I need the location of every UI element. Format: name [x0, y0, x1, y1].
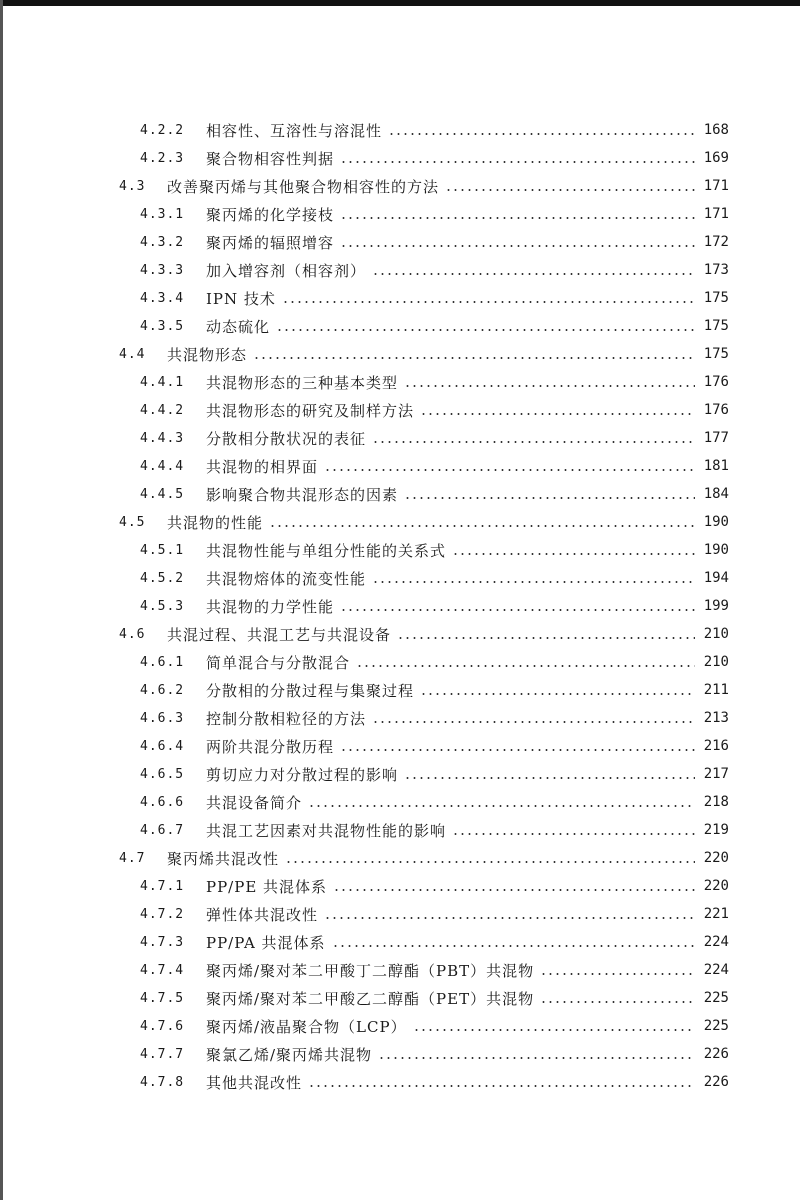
- toc-dot-leader: [285, 861, 695, 863]
- toc-subsection-entry[interactable]: [0, 312, 800, 340]
- toc-dot-leader: [340, 609, 695, 611]
- toc-dot-leader: [388, 133, 695, 135]
- toc-entry-page-number: 220: [703, 878, 729, 894]
- toc-dot-leader: [332, 945, 695, 947]
- toc-entry-number: 4.5.3: [140, 598, 185, 614]
- toc-entry-title: 共混物的力学性能: [206, 597, 335, 616]
- toc-entry-page-number: 225: [703, 1018, 729, 1034]
- toc-dot-leader: [452, 553, 695, 555]
- toc-entry-page-number: 219: [703, 822, 729, 838]
- toc-entry-number: 4.7: [119, 850, 146, 866]
- toc-entry-number: 4.6.6: [140, 794, 185, 810]
- toc-entry-page-number: 184: [703, 486, 729, 502]
- toc-dot-leader: [333, 889, 695, 891]
- toc-entry-title: 分散相分散状况的表征: [206, 429, 367, 448]
- toc-entry-title: 共混物形态的三种基本类型: [206, 373, 399, 392]
- toc-entry-number: 4.7.4: [140, 962, 185, 978]
- toc-entry-title: 聚丙烯/液晶聚合物（LCP）: [206, 1017, 407, 1036]
- toc-dot-leader: [340, 245, 695, 247]
- toc-dot-leader: [340, 749, 695, 751]
- toc-dot-leader: [324, 469, 695, 471]
- toc-subsection-entry[interactable]: [0, 956, 800, 984]
- toc-entry-page-number: 218: [703, 794, 729, 810]
- toc-entry-page-number: 210: [703, 654, 729, 670]
- toc-entry-title: 聚丙烯/聚对苯二甲酸丁二醇酯（PBT）共混物: [206, 961, 535, 980]
- toc-subsection-entry[interactable]: [0, 452, 800, 480]
- toc-subsection-entry[interactable]: [0, 396, 800, 424]
- toc-dot-leader: [308, 805, 695, 807]
- toc-entry-title: 加入增容剂（相容剂）: [206, 261, 367, 280]
- toc-entry-page-number: 211: [703, 682, 729, 698]
- toc-entry-title: 聚合物相容性判据: [206, 149, 335, 168]
- toc-dot-leader: [404, 385, 695, 387]
- toc-subsection-entry[interactable]: [0, 816, 800, 844]
- table-of-contents: [0, 116, 800, 1096]
- toc-subsection-entry[interactable]: [0, 704, 800, 732]
- toc-entry-title: PP/PA 共混体系: [206, 933, 326, 952]
- toc-dot-leader: [269, 525, 695, 527]
- toc-entry-title: 影响聚合物共混形态的因素: [206, 485, 399, 504]
- toc-subsection-entry[interactable]: [0, 676, 800, 704]
- toc-entry-title: 共混设备简介: [206, 793, 303, 812]
- toc-entry-number: 4.6.3: [140, 710, 185, 726]
- toc-entry-page-number: 224: [703, 962, 729, 978]
- toc-entry-number: 4.6.2: [140, 682, 185, 698]
- toc-subsection-entry[interactable]: [0, 256, 800, 284]
- toc-entry-number: 4.7.3: [140, 934, 185, 950]
- toc-entry-title: 共混物熔体的流变性能: [206, 569, 367, 588]
- toc-entry-number: 4.3: [119, 178, 146, 194]
- toc-entry-title: 聚氯乙烯/聚丙烯共混物: [206, 1045, 373, 1064]
- toc-entry-page-number: 190: [703, 542, 729, 558]
- toc-entry-number: 4.5.2: [140, 570, 185, 586]
- toc-entry-number: 4.7.8: [140, 1074, 185, 1090]
- toc-entry-page-number: 175: [703, 346, 729, 362]
- toc-entry-title: 聚丙烯共混改性: [167, 849, 280, 868]
- toc-dot-leader: [540, 973, 695, 975]
- toc-section-entry[interactable]: [0, 508, 800, 536]
- toc-subsection-entry[interactable]: [0, 592, 800, 620]
- toc-dot-leader: [420, 413, 695, 415]
- toc-entry-number: 4.4.4: [140, 458, 185, 474]
- toc-entry-number: 4.2.3: [140, 150, 185, 166]
- toc-entry-page-number: 176: [703, 402, 729, 418]
- toc-dot-leader: [356, 665, 695, 667]
- toc-entry-page-number: 175: [703, 318, 729, 334]
- toc-entry-page-number: 199: [703, 598, 729, 614]
- toc-entry-number: 4.3.5: [140, 318, 185, 334]
- toc-entry-number: 4.4.5: [140, 486, 185, 502]
- toc-dot-leader: [420, 693, 695, 695]
- toc-entry-number: 4.7.6: [140, 1018, 185, 1034]
- toc-dot-leader: [324, 917, 695, 919]
- toc-entry-page-number: 194: [703, 570, 729, 586]
- toc-dot-leader: [308, 1085, 695, 1087]
- toc-entry-number: 4.3.3: [140, 262, 185, 278]
- toc-dot-leader: [397, 637, 695, 639]
- toc-subsection-entry[interactable]: [0, 536, 800, 564]
- toc-entry-page-number: 216: [703, 738, 729, 754]
- toc-entry-page-number: 220: [703, 850, 729, 866]
- toc-entry-page-number: 213: [703, 710, 729, 726]
- toc-subsection-entry[interactable]: [0, 788, 800, 816]
- toc-entry-number: 4.3.1: [140, 206, 185, 222]
- toc-entry-title: 聚丙烯的化学接枝: [206, 205, 335, 224]
- page-top-border: [0, 0, 800, 6]
- toc-entry-number: 4.5: [119, 514, 146, 530]
- toc-entry-number: 4.4.3: [140, 430, 185, 446]
- toc-entry-page-number: 172: [703, 234, 729, 250]
- toc-entry-title: 共混物的相界面: [206, 457, 319, 476]
- toc-subsection-entry[interactable]: [0, 928, 800, 956]
- toc-entry-title: 聚丙烯的辐照增容: [206, 233, 335, 252]
- toc-subsection-entry[interactable]: [0, 116, 800, 144]
- toc-entry-title: 相容性、互溶性与溶混性: [206, 121, 383, 140]
- toc-dot-leader: [378, 1057, 695, 1059]
- toc-subsection-entry[interactable]: [0, 872, 800, 900]
- toc-entry-page-number: 221: [703, 906, 729, 922]
- toc-dot-leader: [372, 581, 695, 583]
- toc-entry-number: 4.7.7: [140, 1046, 185, 1062]
- toc-section-entry[interactable]: [0, 844, 800, 872]
- toc-dot-leader: [340, 217, 695, 219]
- toc-subsection-entry[interactable]: [0, 424, 800, 452]
- toc-entry-page-number: 177: [703, 430, 729, 446]
- toc-entry-number: 4.4.1: [140, 374, 185, 390]
- toc-entry-title: 分散相的分散过程与集聚过程: [206, 681, 415, 700]
- toc-entry-title: 共混物性能与单组分性能的关系式: [206, 541, 447, 560]
- toc-dot-leader: [276, 329, 695, 331]
- toc-subsection-entry[interactable]: [0, 368, 800, 396]
- toc-entry-page-number: 226: [703, 1046, 729, 1062]
- toc-entry-page-number: 168: [703, 122, 729, 138]
- toc-entry-number: 4.7.1: [140, 878, 185, 894]
- toc-dot-leader: [445, 189, 695, 191]
- toc-entry-page-number: 224: [703, 934, 729, 950]
- toc-entry-number: 4.6.7: [140, 822, 185, 838]
- toc-entry-title: 简单混合与分散混合: [206, 653, 351, 672]
- toc-subsection-entry[interactable]: [0, 760, 800, 788]
- toc-dot-leader: [452, 833, 695, 835]
- toc-entry-page-number: 173: [703, 262, 729, 278]
- toc-entry-title: 控制分散相粒径的方法: [206, 709, 367, 728]
- toc-subsection-entry[interactable]: [0, 1040, 800, 1068]
- toc-entry-page-number: 175: [703, 290, 729, 306]
- toc-entry-title: PP/PE 共混体系: [206, 877, 328, 896]
- toc-dot-leader: [282, 301, 695, 303]
- toc-entry-title: 剪切应力对分散过程的影响: [206, 765, 399, 784]
- toc-dot-leader: [253, 357, 695, 359]
- toc-dot-leader: [340, 161, 695, 163]
- toc-subsection-entry[interactable]: [0, 480, 800, 508]
- toc-subsection-entry[interactable]: [0, 1012, 800, 1040]
- toc-entry-number: 4.3.2: [140, 234, 185, 250]
- toc-entry-title: 共混物的性能: [167, 513, 264, 532]
- toc-entry-title: 共混工艺因素对共混物性能的影响: [206, 821, 447, 840]
- toc-subsection-entry[interactable]: [0, 984, 800, 1012]
- toc-entry-number: 4.5.1: [140, 542, 185, 558]
- toc-entry-title: 两阶共混分散历程: [206, 737, 335, 756]
- toc-entry-title: 共混过程、共混工艺与共混设备: [167, 625, 392, 644]
- toc-entry-page-number: 226: [703, 1074, 729, 1090]
- toc-entry-number: 4.6.5: [140, 766, 185, 782]
- toc-section-entry[interactable]: [0, 172, 800, 200]
- toc-entry-number: 4.6: [119, 626, 146, 642]
- toc-dot-leader: [372, 441, 695, 443]
- toc-entry-page-number: 181: [703, 458, 729, 474]
- toc-entry-page-number: 190: [703, 514, 729, 530]
- toc-entry-number: 4.6.1: [140, 654, 185, 670]
- toc-subsection-entry[interactable]: [0, 144, 800, 172]
- toc-dot-leader: [372, 721, 695, 723]
- toc-entry-number: 4.7.5: [140, 990, 185, 1006]
- toc-subsection-entry[interactable]: [0, 228, 800, 256]
- toc-entry-page-number: 171: [703, 178, 729, 194]
- toc-dot-leader: [404, 777, 695, 779]
- toc-dot-leader: [540, 1001, 695, 1003]
- toc-entry-number: 4.4.2: [140, 402, 185, 418]
- toc-entry-number: 4.7.2: [140, 906, 185, 922]
- toc-entry-title: 动态硫化: [206, 317, 271, 336]
- toc-dot-leader: [413, 1029, 695, 1031]
- toc-entry-page-number: 217: [703, 766, 729, 782]
- toc-dot-leader: [404, 497, 695, 499]
- toc-entry-title: 共混物形态: [167, 345, 248, 364]
- toc-entry-title: 改善聚丙烯与其他聚合物相容性的方法: [167, 177, 440, 196]
- toc-subsection-entry[interactable]: [0, 1068, 800, 1096]
- toc-entry-title: IPN 技术: [206, 289, 276, 308]
- toc-entry-title: 共混物形态的研究及制样方法: [206, 401, 415, 420]
- toc-entry-page-number: 210: [703, 626, 729, 642]
- toc-dot-leader: [372, 273, 695, 275]
- toc-entry-title: 弹性体共混改性: [206, 905, 319, 924]
- toc-entry-number: 4.6.4: [140, 738, 185, 754]
- toc-subsection-entry[interactable]: [0, 564, 800, 592]
- toc-entry-title: 聚丙烯/聚对苯二甲酸乙二醇酯（PET）共混物: [206, 989, 535, 1008]
- toc-section-entry[interactable]: [0, 620, 800, 648]
- toc-subsection-entry[interactable]: [0, 284, 800, 312]
- toc-entry-page-number: 176: [703, 374, 729, 390]
- toc-entry-number: 4.3.4: [140, 290, 185, 306]
- toc-subsection-entry[interactable]: [0, 648, 800, 676]
- toc-entry-number: 4.4: [119, 346, 146, 362]
- toc-entry-number: 4.2.2: [140, 122, 185, 138]
- toc-subsection-entry[interactable]: [0, 900, 800, 928]
- toc-entry-page-number: 225: [703, 990, 729, 1006]
- toc-subsection-entry[interactable]: [0, 200, 800, 228]
- toc-entry-page-number: 171: [703, 206, 729, 222]
- toc-entry-page-number: 169: [703, 150, 729, 166]
- toc-section-entry[interactable]: [0, 340, 800, 368]
- toc-entry-title: 其他共混改性: [206, 1073, 303, 1092]
- toc-subsection-entry[interactable]: [0, 732, 800, 760]
